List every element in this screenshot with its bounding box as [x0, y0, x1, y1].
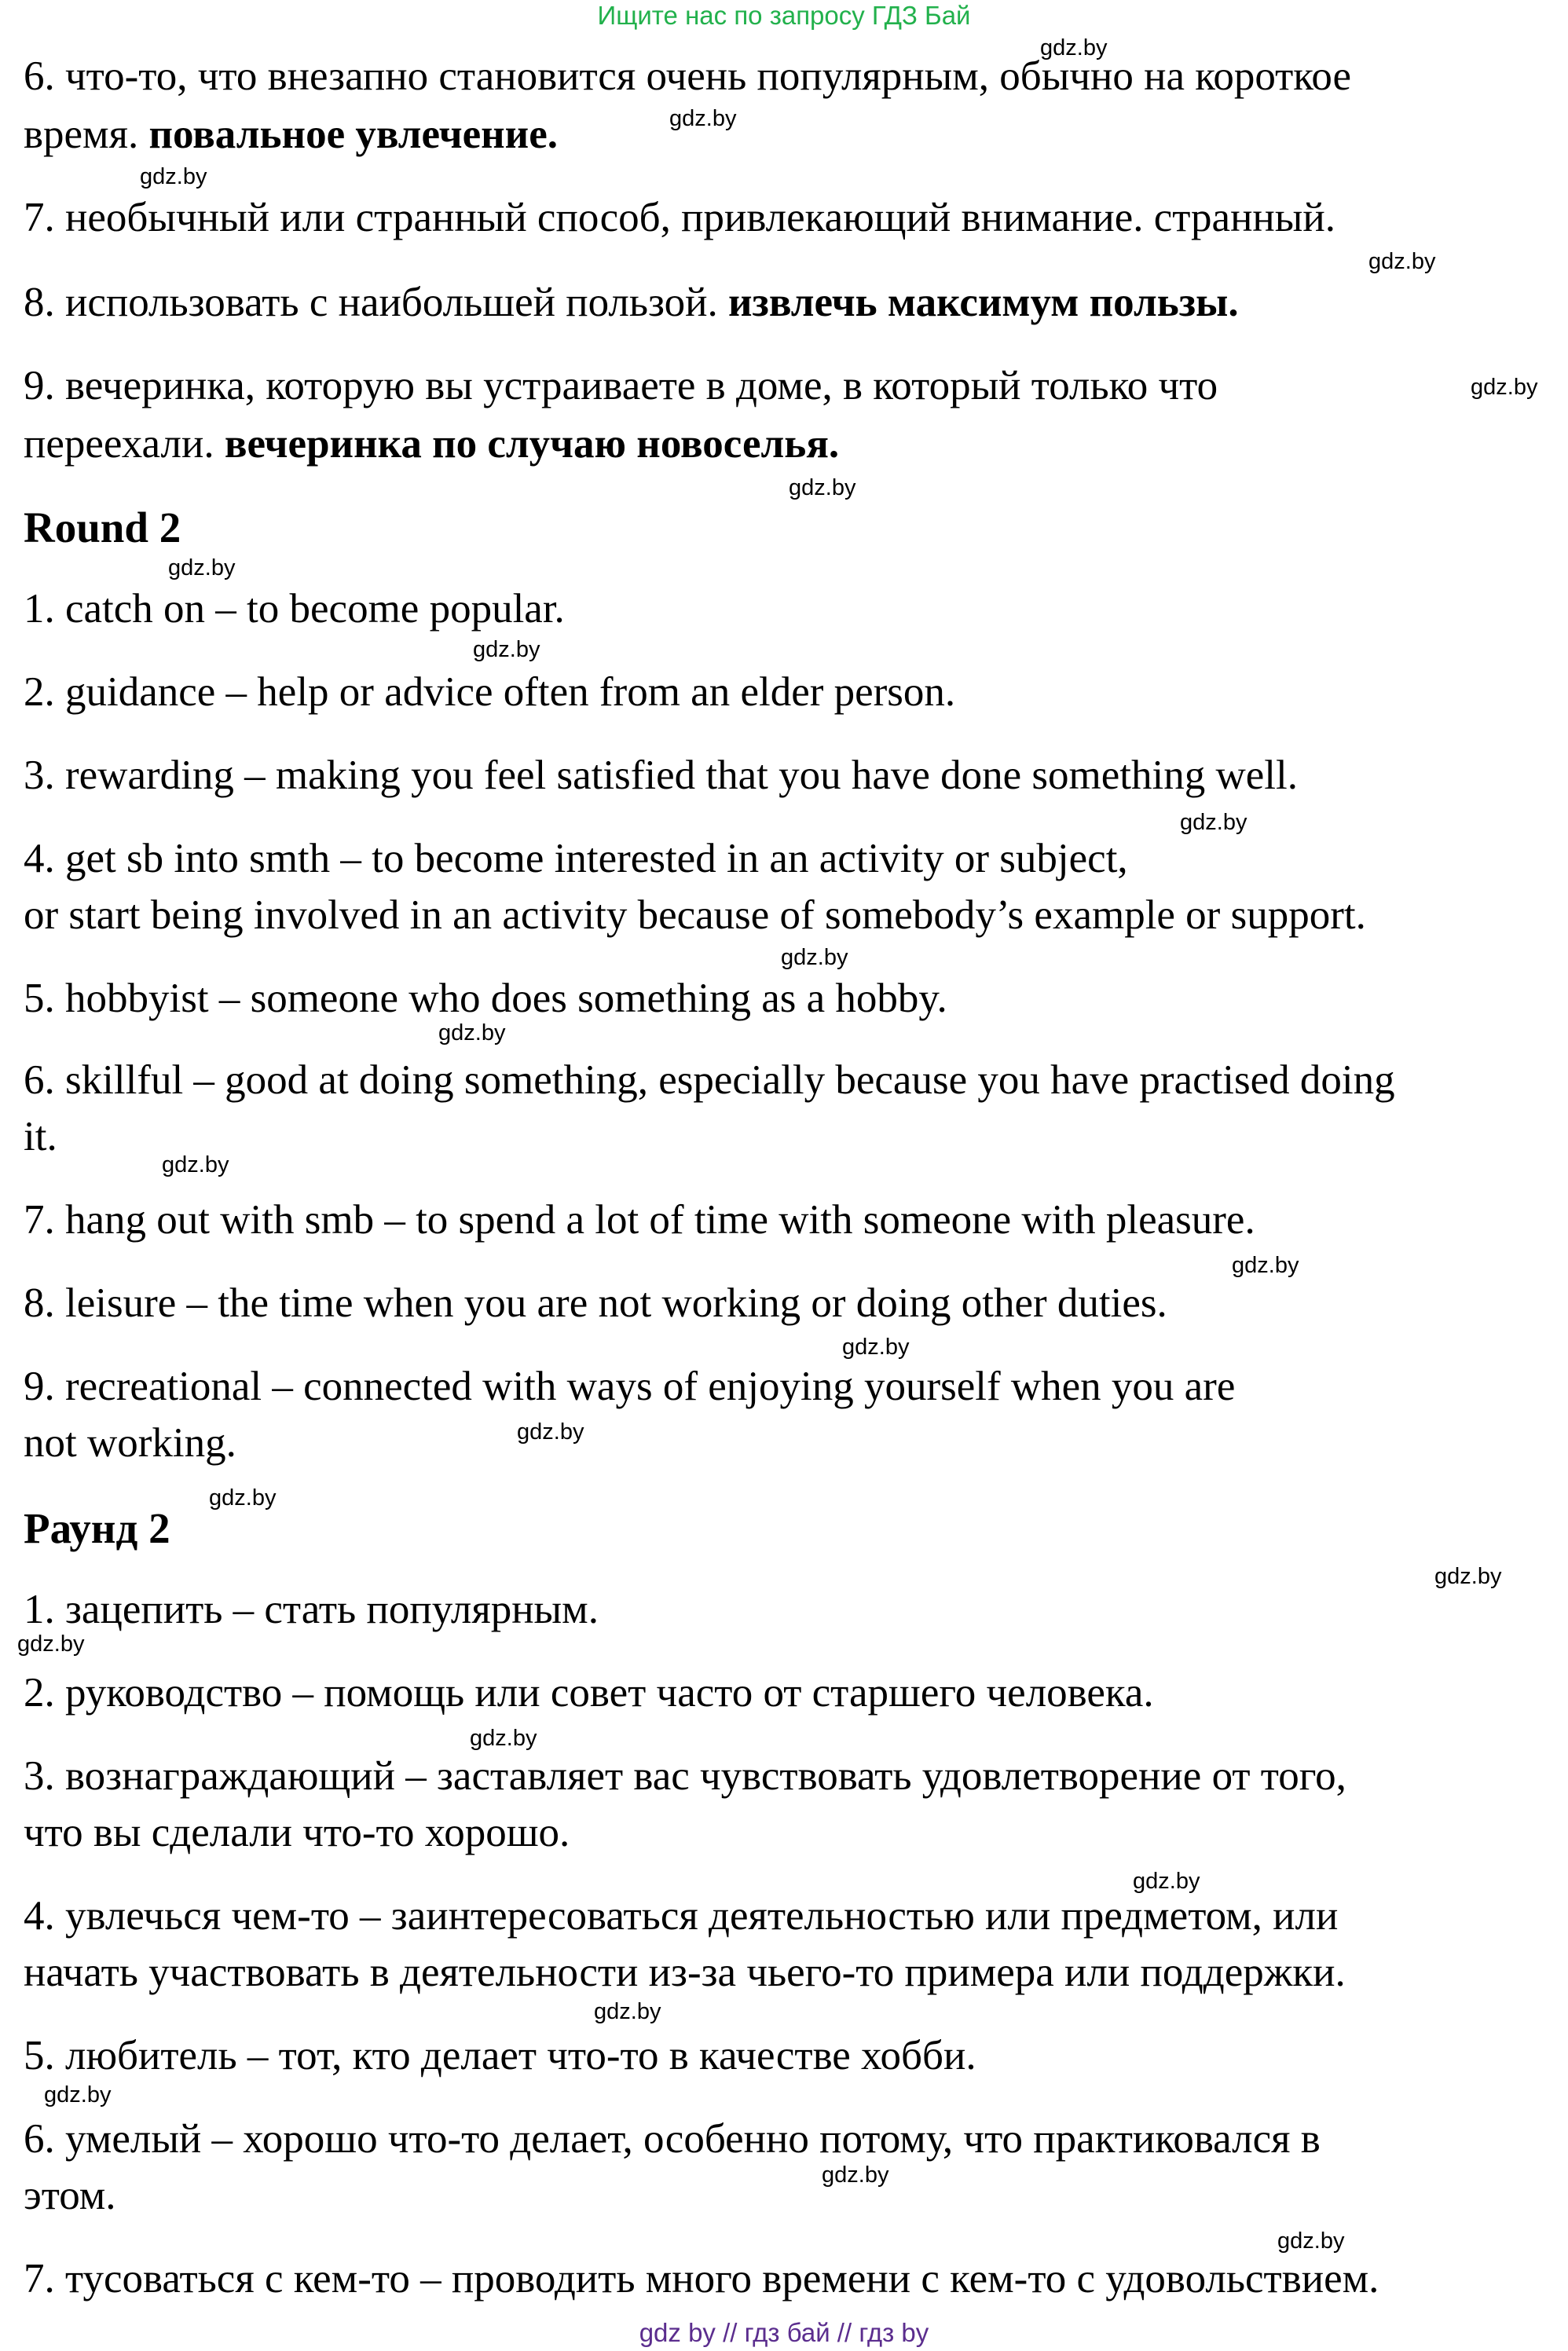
round2-ru-item-2: 2. руководство – помощь или совет часто от старшего человека.: [24, 1670, 1154, 1716]
item-8-line: [24, 278, 1239, 327]
item-6-answer: повальное увлечение.: [148, 112, 558, 157]
round-2-heading: Round 2: [24, 504, 181, 551]
round2-en-item-7: 7. hang out with smb – to spend a lot of time with someone with pleasure.: [24, 1197, 1255, 1243]
item-8-text: 8. использовать с наибольшей пользой.: [24, 280, 728, 325]
round2-ru-item-6-line-2: этом.: [24, 2173, 116, 2218]
round2-en-item-1: 1. catch on – to become popular.: [24, 586, 565, 632]
watermark: gdz.by: [1434, 1564, 1502, 1589]
footer-links[interactable]: gdz by // гдз бай // гдз by: [639, 2318, 929, 2347]
watermark: gdz.by: [822, 2162, 889, 2188]
raund-2-heading: Раунд 2: [24, 1504, 170, 1552]
watermark: gdz.by: [1180, 810, 1247, 835]
watermark: gdz.by: [17, 1631, 85, 1657]
watermark: gdz.by: [209, 1485, 277, 1511]
round2-ru-item-1: 1. зацепить – стать популярным.: [24, 1587, 599, 1632]
watermark: gdz.by: [162, 1152, 229, 1177]
item-8-answer: извлечь максимум пользы.: [728, 280, 1239, 325]
item-6-line-1: 6. что-то, что внезапно становится очень популярным, обычно на короткое: [24, 53, 1352, 99]
item-9-line-1: 9. вечеринка, которую вы устраиваете в доме, в который только что: [24, 363, 1218, 408]
item-9-text: переехали.: [24, 421, 225, 467]
round2-en-item-3: 3. rewarding – making you feel satisfied that you have done something well.: [24, 753, 1298, 798]
item-6-line-2: [24, 110, 558, 159]
round2-en-item-4-line-1: 4. get sb into smth – to become interested in an activity or subject,: [24, 836, 1128, 881]
watermark: gdz.by: [1277, 2228, 1345, 2254]
watermark: gdz.by: [842, 1335, 910, 1360]
round2-en-item-4-line-2: or start being involved in an activity because of somebody’s example or support.: [24, 892, 1366, 938]
round2-ru-item-4-line-1: 4. увлечься чем-то – заинтересоваться деятельностью или предметом, или: [24, 1893, 1339, 1939]
header-banner[interactable]: Ищите нас по запросу ГДЗ Бай: [597, 1, 971, 30]
watermark: gdz.by: [1040, 35, 1108, 60]
watermark: gdz.by: [1471, 375, 1538, 400]
round2-en-item-6-line-2: it.: [24, 1114, 57, 1159]
round2-en-item-8: 8. leisure – the time when you are not working or doing other duties.: [24, 1280, 1167, 1326]
round2-en-item-2: 2. guidance – help or advice often from an elder person.: [24, 669, 956, 715]
round2-en-item-6-line-1: 6. skillful – good at doing something, especially because you have practised doing: [24, 1057, 1395, 1103]
round2-en-item-9-line-1: 9. recreational – connected with ways of enjoying yourself when you are: [24, 1364, 1236, 1409]
watermark: gdz.by: [1133, 1869, 1200, 1894]
item-9-line-2: [24, 419, 839, 468]
round2-ru-item-5: 5. любитель – тот, кто делает что-то в качестве хобби.: [24, 2033, 976, 2078]
round2-ru-item-3-line-1: 3. вознаграждающий – заставляет вас чувствовать удовлетворение от того,: [24, 1753, 1346, 1799]
watermark: gdz.by: [789, 475, 856, 500]
item-9-answer: вечеринка по случаю новоселья.: [224, 421, 840, 467]
watermark: gdz.by: [470, 1726, 537, 1751]
round2-en-item-5: 5. hobbyist – someone who does something as a hobby.: [24, 976, 947, 1021]
watermark: gdz.by: [517, 1419, 584, 1445]
round2-ru-item-3-line-2: что вы сделали что-то хорошо.: [24, 1810, 570, 1855]
watermark: gdz.by: [44, 2082, 112, 2107]
watermark: gdz.by: [1232, 1253, 1299, 1278]
round2-ru-item-7: 7. тусоваться с кем-то – проводить много времени с кем-то с удовольствием.: [24, 2256, 1379, 2302]
watermark: gdz.by: [669, 106, 737, 131]
watermark: gdz.by: [781, 945, 848, 970]
watermark: gdz.by: [1368, 249, 1436, 274]
round2-ru-item-6-line-1: 6. умелый – хорошо что-то делает, особенно потому, что практиковался в: [24, 2116, 1321, 2162]
watermark: gdz.by: [168, 555, 236, 580]
watermark: gdz.by: [473, 637, 540, 662]
watermark: gdz.by: [594, 1999, 661, 2024]
watermark: gdz.by: [140, 164, 207, 189]
item-6-text: время.: [24, 112, 149, 157]
round2-en-item-9-line-2: not working.: [24, 1420, 236, 1466]
item-7-line: 7. необычный или странный способ, привлекающий внимание. странный.: [24, 195, 1336, 240]
round2-ru-item-4-line-2: начать участвовать в деятельности из-за чьего-то примера или поддержки.: [24, 1950, 1346, 1995]
watermark: gdz.by: [438, 1020, 506, 1045]
